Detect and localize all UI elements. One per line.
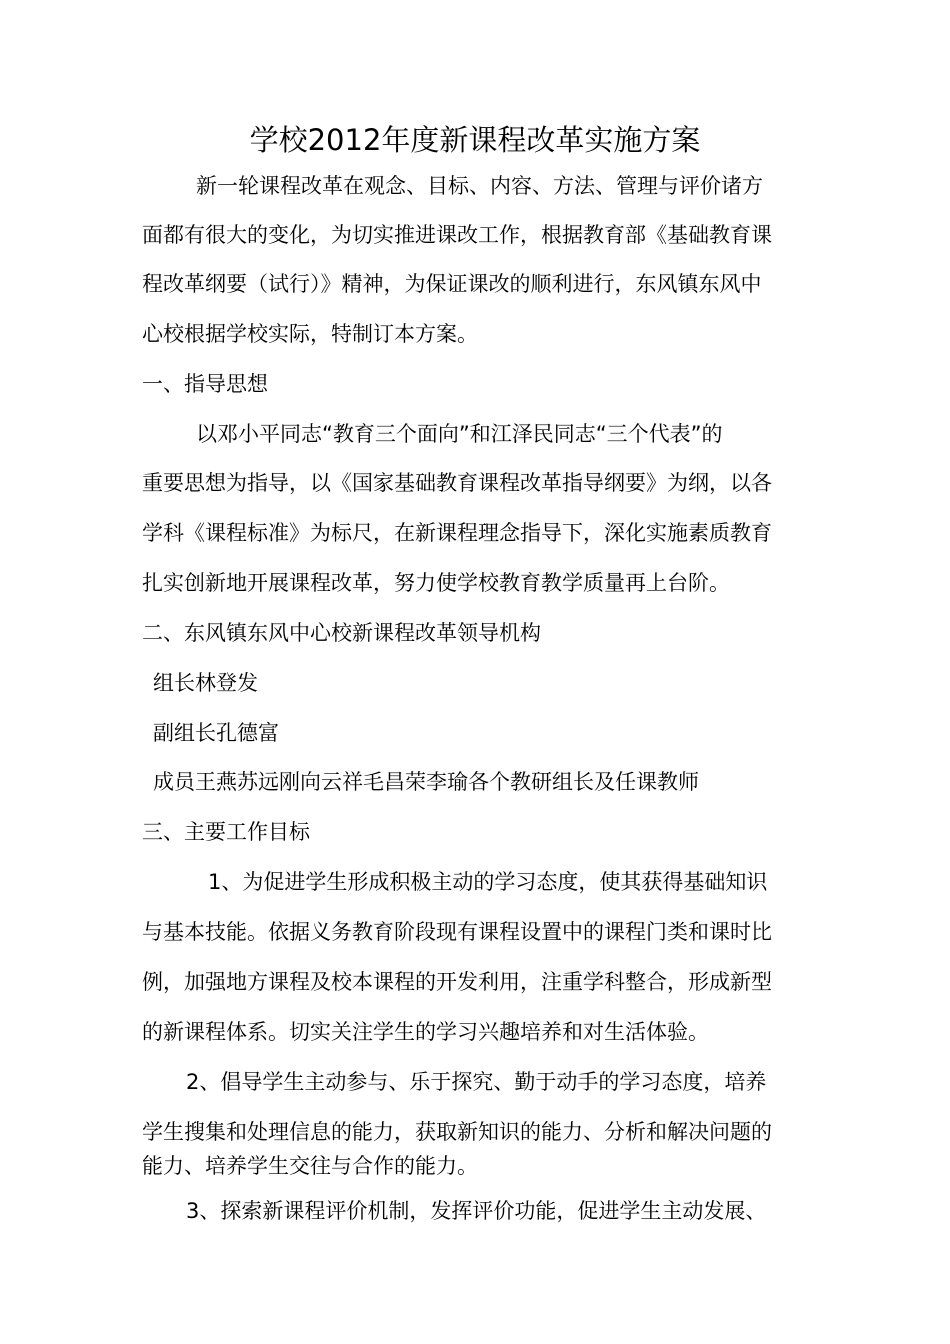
section1-line-3: 学科《课程标准》为标尺，在新课程理念指导下，深化实施素质教育	[142, 521, 772, 545]
intro-line-3: 程改革纲要（试行）》精神，为保证课改的顺利进行，东风镇东风中	[142, 272, 762, 296]
section1-line-2: 重要思想为指导，以《国家基础教育课程改革指导纲要》为纲，以各	[142, 471, 772, 495]
section1-line-1: 以邓小平同志“教育三个面向”和江泽民同志“三个代表”的	[196, 422, 723, 446]
goal1-line-3: 例，加强地方课程及校本课程的开发利用，注重学科整合，形成新型	[142, 970, 772, 994]
goal1-line-1: 1、为促进学生形成积极主动的学习态度，使其获得基础知识	[208, 870, 768, 894]
member-line-members: 成员王燕苏远刚向云祥毛昌荣李瑜各个教研组长及任课教师	[153, 770, 699, 794]
member-line-deputy: 副组长孔德富	[153, 721, 279, 745]
section3-heading: 三、主要工作目标	[142, 820, 310, 844]
goal2-line-3: 能力、培养学生交往与合作的能力。	[142, 1154, 478, 1178]
goal1-line-2: 与基本技能。依据义务教育阶段现有课程设置中的课程门类和课时比	[142, 920, 772, 944]
document-title: 学校2012年度新课程改革实施方案	[249, 123, 701, 157]
intro-line-2: 面都有很大的变化，为切实推进课改工作，根据教育部《基础教育课	[142, 223, 772, 247]
goal1-line-4: 的新课程体系。切实关注学生的学习兴趣培养和对生活体验。	[142, 1020, 709, 1044]
goal3-line-1: 3、探索新课程评价机制，发挥评价功能，促进学生主动发展、	[186, 1199, 767, 1223]
member-line-leader: 组长林登发	[153, 671, 258, 695]
intro-line-1: 新一轮课程改革在观念、目标、内容、方法、管理与评价诸方	[196, 174, 763, 198]
section1-heading: 一、指导思想	[142, 372, 268, 396]
section1-line-4: 扎实创新地开展课程改革，努力使学校教育教学质量再上台阶。	[142, 571, 730, 595]
intro-line-4: 心校根据学校实际，特制订本方案。	[142, 322, 478, 346]
goal2-line-1: 2、倡导学生主动参与、乐于探究、勤于动手的学习态度，培养	[186, 1070, 767, 1094]
goal2-line-2: 学生搜集和处理信息的能力，获取新知识的能力、分析和解决问题的	[142, 1120, 772, 1144]
section2-heading: 二、东风镇东风中心校新课程改革领导机构	[142, 621, 541, 645]
